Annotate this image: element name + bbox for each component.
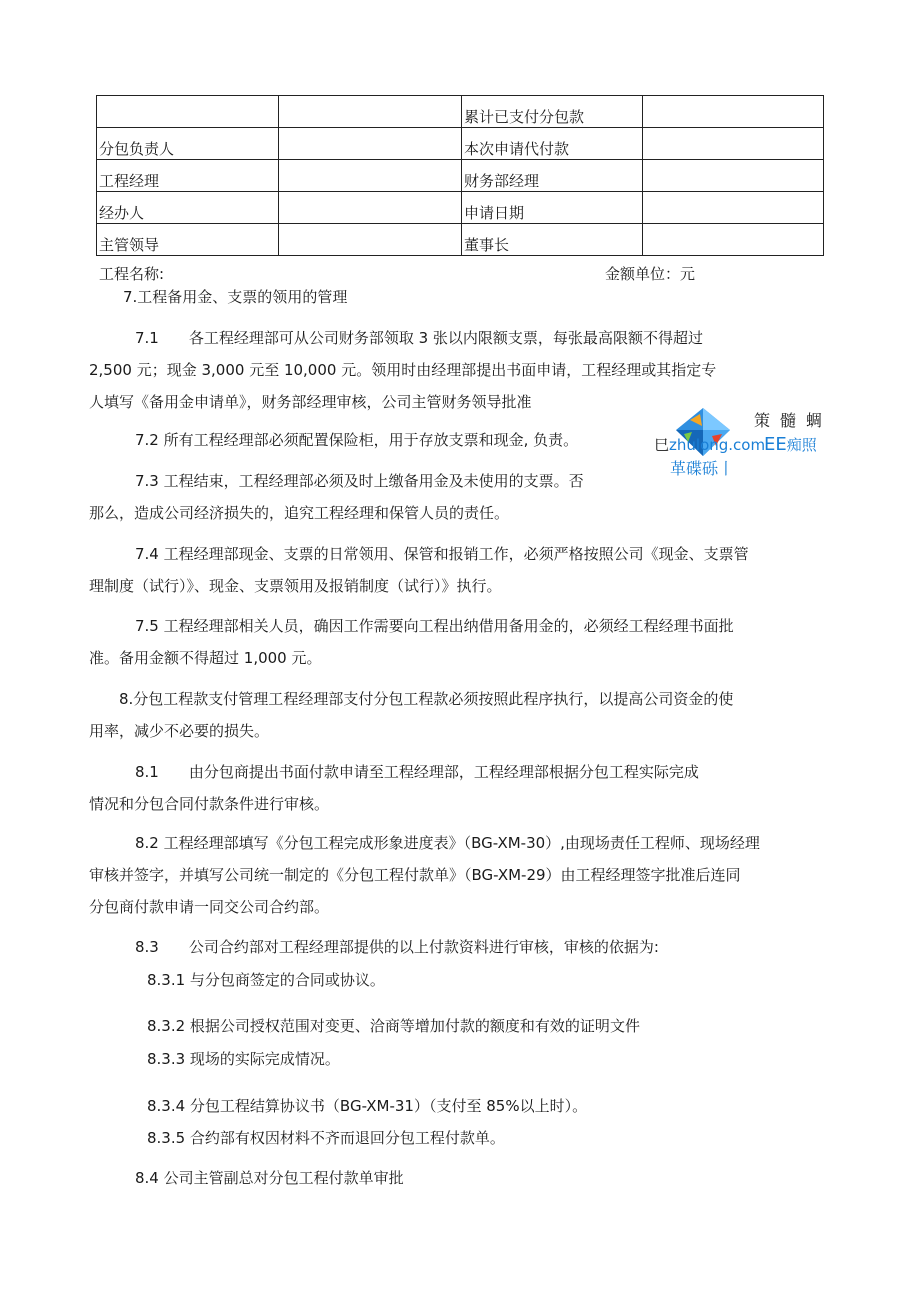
paragraph-8-1 [89, 756, 829, 820]
paragraph-8-3-2: 8.3.2 根据公司授权范围对变更、洽商等增加付款的额度和有效的证明文件 [147, 1017, 640, 1035]
application-form-table [96, 95, 824, 256]
table-cell: 本次申请代付款 [462, 128, 643, 160]
paragraph-8-3-5: 8.3.5 合约部有权因材料不齐而退回分包工程付款单。 [147, 1129, 505, 1147]
section-7-title: 7.工程备用金、支票的领用的管理 [123, 288, 348, 306]
text-line: 审核并签字，并填写公司统一制定的《分包工程付款单》（BG-XM-29）由工程经理签字批准后连同 [89, 866, 741, 884]
table-row [97, 224, 824, 256]
table-cell [643, 224, 824, 256]
table-cell: 累计已支付分包款 [462, 96, 643, 128]
table-cell [643, 128, 824, 160]
paragraph-8-3-1: 8.3.1 与分包商签定的合同或协议。 [147, 971, 385, 989]
watermark-ee-text: EE [764, 434, 787, 455]
table-cell: 分包负责人 [97, 128, 279, 160]
text-line: 7.3 工程结束，工程经理部必须及时上缴备用金及未使用的支票。否 [135, 472, 584, 490]
watermark-url: zhulong.com [669, 436, 766, 454]
paragraph-8-4: 8.4 公司主管副总对分包工程付款单审批 [135, 1169, 404, 1187]
paragraph-8-3: 8.3 公司合约部对工程经理部提供的以上付款资料进行审核，审核的依据为: [135, 938, 659, 956]
text-line: 那么，造成公司经济损失的，追究工程经理和保管人员的责任。 [89, 504, 510, 522]
text-line: 8.1 由分包商提出书面付款申请至工程经理部，工程经理部根据分包工程实际完成 [135, 763, 699, 781]
amount-unit-label: 金额单位：元 [605, 265, 696, 283]
watermark-site [654, 434, 765, 455]
text-line: 情况和分包合同付款条件进行审核。 [89, 795, 330, 813]
watermark-text: 革碟砾丨 [670, 459, 735, 478]
paragraph-8-2 [89, 827, 829, 923]
table-row [97, 128, 824, 160]
text-line: 准。备用金额不得超过 1,000 元。 [89, 649, 322, 667]
watermark-ee [764, 434, 817, 455]
text-line: 理制度（试行）》、现金、支票领用及报销制度（试行）》执行。 [89, 577, 502, 595]
table-row [97, 192, 824, 224]
table-cell [97, 96, 279, 128]
table-cell [279, 160, 462, 192]
table-cell [279, 192, 462, 224]
table-cell: 董事长 [462, 224, 643, 256]
table-cell [279, 224, 462, 256]
text-line: 7.1 各工程经理部可从公司财务部领取 3 张以内限额支票，每张最高限额不得超过 [135, 329, 703, 347]
text-line: 7.2 所有工程经理部必须配置保险柜，用于存放支票和现金, 负责。 [135, 431, 579, 449]
table-cell: 经办人 [97, 192, 279, 224]
text-line: 分包商付款申请一同交公司合约部。 [89, 898, 330, 916]
text-line: 8.分包工程款支付管理工程经理部支付分包工程款必须按照此程序执行，以提高公司资金的使 [119, 690, 734, 708]
text-line: 用率，减少不必要的损失。 [89, 722, 270, 740]
text-line: 7.4 工程经理部现金、支票的日常领用、保管和报销工作，必须严格按照公司《现金、支票管 [135, 545, 749, 563]
table-cell [643, 160, 824, 192]
project-name-label: 工程名称: [99, 265, 165, 283]
table-cell: 申请日期 [462, 192, 643, 224]
paragraph-7-5 [89, 610, 829, 674]
table-cell: 财务部经理 [462, 160, 643, 192]
text-line: 2,500 元；现金 3,000 元至 10,000 元。领用时由经理部提出书面申请，工程经理或其指定专 [89, 361, 717, 379]
paragraph-7-4 [89, 538, 829, 602]
watermark-ee-end: 痴照 [786, 436, 817, 454]
table-row [97, 96, 824, 128]
section-8-intro [89, 683, 829, 747]
table-cell: 主管领导 [97, 224, 279, 256]
table-cell [643, 192, 824, 224]
paragraph-8-3-4: 8.3.4 分包工程结算协议书（BG-XM-31）（支付至 85%以上时）。 [147, 1097, 588, 1115]
watermark-prefix: 巳 [654, 436, 670, 454]
paragraph-7-1 [89, 322, 829, 418]
table-cell: 工程经理 [97, 160, 279, 192]
text-line: 人填写《备用金申请单》，财务部经理审核，公司主管财务领导批准 [89, 393, 532, 411]
text-line: 8.2 工程经理部填写《分包工程完成形象进度表》（BG-XM-30）,由现场责任工程师、现场经理 [135, 834, 760, 852]
table-cell [643, 96, 824, 128]
table-cell [279, 96, 462, 128]
table-cell [279, 128, 462, 160]
watermark-text: 策髓蜩 [754, 411, 833, 430]
zhulong-watermark [652, 406, 832, 476]
table-row [97, 160, 824, 192]
paragraph-8-3-3: 8.3.3 现场的实际完成情况。 [147, 1050, 340, 1068]
text-line: 7.5 工程经理部相关人员，确因工作需要向工程出纳借用备用金的，必须经工程经理书面批 [135, 617, 734, 635]
